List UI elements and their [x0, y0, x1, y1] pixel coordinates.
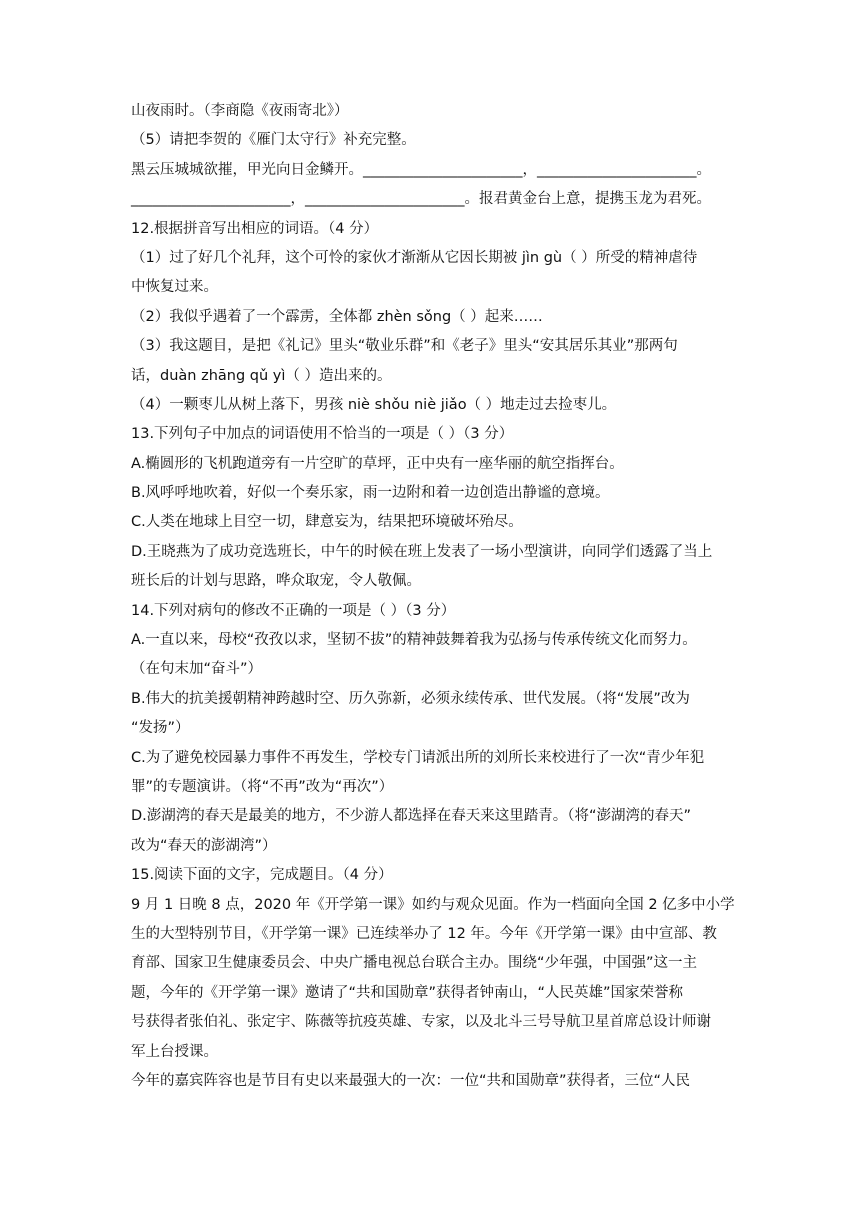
question-heading: 14.下列对病句的修改不正确的一项是（ ）（3 分） [131, 602, 456, 619]
option-line: B.风呼呼地吹着，好似一个奏乐家，雨一边附和着一边创造出静谧的意境。 [131, 485, 610, 502]
question-heading: 12.根据拼音写出相应的词语。（4 分） [131, 220, 379, 237]
passage-line: 9 月 1 日晚 8 点，2020 年《开学第一课》如约与观众见面。作为一档面向全国 2 亿多中小学 [131, 896, 735, 913]
option-line: 罪”的专题演讲。（将“不再”改为“再次”） [131, 778, 394, 795]
option-line: （在句末加“奋斗”） [131, 661, 263, 678]
fill-blank-line: 黑云压城城欲摧，甲光向日金鳞开。______________________，______________________。 [131, 161, 711, 178]
passage-line: 号获得者张伯礼、张定宇、陈薇等抗疫英雄、专家，以及北斗三号导航卫星首席总设计师谢 [131, 1014, 711, 1031]
passage-line: 今年的嘉宾阵容也是节目有史以来最强大的一次：一位“共和国勋章”获得者，三位“人民 [131, 1072, 691, 1089]
option-line: “发扬”） [131, 720, 190, 737]
option-line: C.为了避免校园暴力事件不再发生，学校专门请派出所的刘所长来校进行了一次“青少年犯 [131, 749, 705, 766]
option-line: D.澎湖湾的春天是最美的地方，不少游人都选择在春天来这里踏青。（将“澎湖湾的春天” [131, 808, 692, 825]
question-line: （1）过了好几个礼拜，这个可怜的家伙才渐渐从它因长期被 jìn gù（ ）所受的精神虐待 [131, 249, 698, 266]
question-heading: 13.下列句子中加点的词语使用不恰当的一项是（ ）（3 分） [131, 426, 514, 443]
passage-line: 生的大型特别节目，《开学第一课》已连续举办了 12 年。今年《开学第一课》由中宣部、教 [131, 925, 717, 942]
passage-line: 育部、国家卫生健康委员会、中央广播电视总台联合主办。围绕“少年强，中国强”这一主 [131, 955, 698, 972]
question-line: （2）我似乎遇着了一个霹雳，全体都 zhèn sǒng（ ）起来…… [131, 308, 543, 325]
passage-line: 军上台授课。 [131, 1043, 218, 1060]
option-line: B.伟大的抗美援朝精神跨越时空、历久弥新，必须永续传承、世代发展。（将“发展”改为 [131, 690, 690, 707]
passage-line: 题，今年的《开学第一课》邀请了“共和国勋章”获得者钟南山，“人民英雄”国家荣誉称 [131, 984, 684, 1001]
question-line: （5）请把李贺的《雁门太守行》补充完整。 [131, 132, 416, 149]
question-heading: 15.阅读下面的文字，完成题目。（4 分） [131, 867, 393, 884]
option-line: 班长后的计划与思路，哗众取宠，令人敬佩。 [131, 573, 421, 590]
option-line: A.椭圆形的飞机跑道旁有一片空旷的草坪，正中央有一座华丽的航空指挥台。 [131, 455, 624, 472]
option-line: D.王晓燕为了成功竞选班长，中午的时候在班上发表了一场小型演讲，向同学们透露了当上 [131, 543, 713, 560]
question-line: （3）我这题目，是把《礼记》里头“敬业乐群”和《老子》里头“安其居乐其业”那两句 [131, 338, 678, 355]
question-line: 中恢复过来。 [131, 279, 218, 296]
option-line: A.一直以来，母校“孜孜以求，坚韧不拔”的精神鼓舞着我为弘扬与传承传统文化而努力。 [131, 632, 697, 649]
fill-blank-line: ______________________，______________________。报君黄金台上意，提携玉龙为君死。 [131, 191, 711, 208]
question-line: 话，duàn zhāng qǔ yì（ ）造出来的。 [131, 367, 392, 384]
document-page [131, 97, 737, 1096]
option-line: 改为“春天的澎湖湾”） [131, 837, 277, 854]
question-line: （4）一颗枣儿从树上落下，男孩 niè shǒu niè jiǎo（ ）地走过去捡枣儿。 [131, 396, 617, 413]
option-line: C.人类在地球上目空一切，肆意妄为，结果把环境破坏殆尽。 [131, 514, 523, 531]
text-line: 山夜雨时。（李商隐《夜雨寄北》） [131, 103, 349, 119]
